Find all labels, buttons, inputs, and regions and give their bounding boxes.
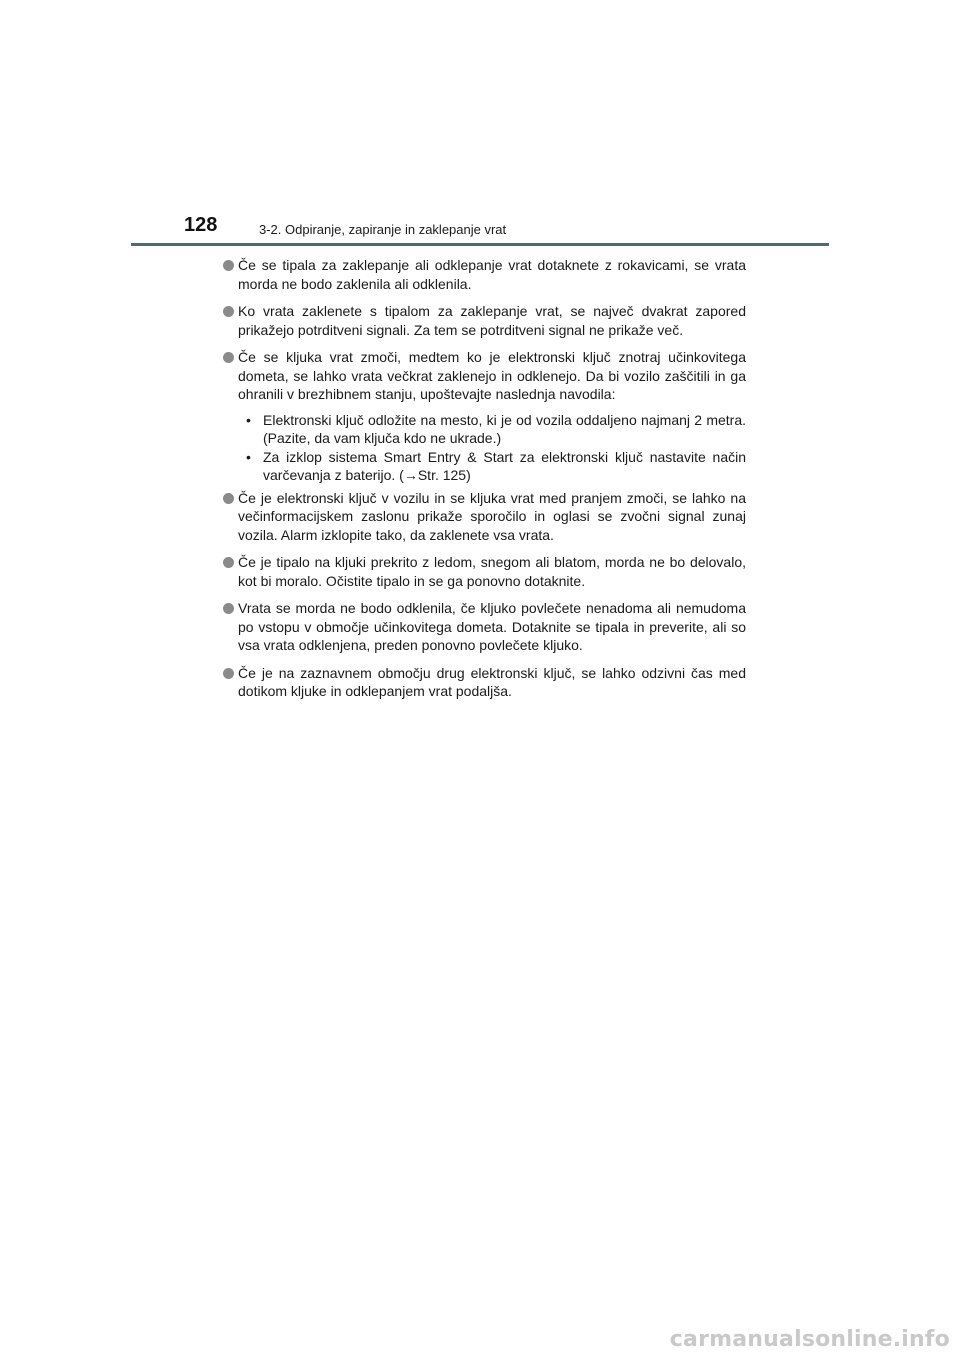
section-title: 3-2. Odpiranje, zapiranje in zaklepanje vrat	[259, 222, 507, 237]
bullet-dot-icon	[223, 352, 234, 363]
bullet-item	[222, 599, 746, 655]
page-header	[0, 0, 960, 250]
sub-list-item	[238, 411, 746, 448]
bullet-text: Če je na zaznavnem območju drug elektronski ključ, se lahko odzivni čas med dotikom kljuke in odklepanjem vrat podaljša.	[238, 664, 746, 699]
bullet-text: Če je tipalo na kljuki prekrito z ledom, snegom ali blatom, morda ne bo delovalo, kot bi moralo. Očistite tipalo in se ga ponovno dotaknite.	[238, 554, 746, 589]
sub-bullet-marker: •	[246, 448, 251, 465]
bullet-text: Vrata se morda ne bodo odklenila, če kljuko povlečete nenadoma ali nemudoma po vstopu v območje učinkovitega dometa. Dotaknite se tipala in preverite, ali so vsa vrata odklenjena, preden ponovno povlečete kljuko.	[238, 600, 746, 653]
bullet-item	[222, 489, 746, 545]
sub-list-text: Za izklop sistema Smart Entry & Start za elektronski ključ nastavite način varčevanja z baterijo. (→Str. 125)	[263, 448, 746, 483]
site-watermark: carmanualsonline.info	[669, 1327, 950, 1352]
bullet-item	[222, 348, 746, 485]
bullet-text: Če je elektronski ključ v vozilu in se kljuka vrat med pranjem zmoči, se lahko na večinformacijskem zaslonu prikaže sporočilo in oglasi se zvočni signal zunaj vozila. Alarm izklopite tako, da zaklenete vsa vrata.	[238, 489, 746, 543]
sub-bullet-marker: •	[246, 411, 251, 428]
sub-list	[238, 411, 746, 485]
bullet-dot-icon	[223, 306, 234, 317]
bullet-dot-icon	[223, 668, 234, 679]
sub-list-item	[238, 448, 746, 485]
bullet-dot-icon	[223, 260, 234, 271]
bullet-text: Če se kljuka vrat zmoči, medtem ko je elektronski ključ znotraj učinkovitega dometa, se lahko vrata večkrat zaklenejo in odklenejo. Da bi vozilo zaščitili in ga ohranili v brezhibnem stanju, upoštevajte naslednja navodila:	[238, 349, 746, 402]
bullet-item	[222, 256, 746, 293]
bullet-item	[222, 664, 746, 701]
bullet-text: Če se tipala za zaklepanje ali odklepanje vrat dotaknete z rokavicami, se vrata morda ne bodo zaklenila ali odklenila.	[238, 257, 746, 292]
bullet-dot-icon	[223, 493, 234, 504]
bullet-item	[222, 302, 746, 339]
bullet-item	[222, 553, 746, 590]
bullet-dot-icon	[223, 603, 234, 614]
page-body	[222, 256, 746, 710]
bullet-text: Ko vrata zaklenete s tipalom za zaklepanje vrat, se največ dvakrat zapored prikažejo potrditveni signali. Za tem se potrditveni signal ne prikaže več.	[238, 303, 746, 338]
sub-list-text: Elektronski ključ odložite na mesto, ki je od vozila oddaljeno najmanj 2 metra. (Pazite, da vam ključa kdo ne ukrade.)	[263, 411, 746, 446]
header-divider	[131, 243, 829, 246]
page-number: 128	[184, 214, 218, 236]
bullet-dot-icon	[223, 557, 234, 568]
